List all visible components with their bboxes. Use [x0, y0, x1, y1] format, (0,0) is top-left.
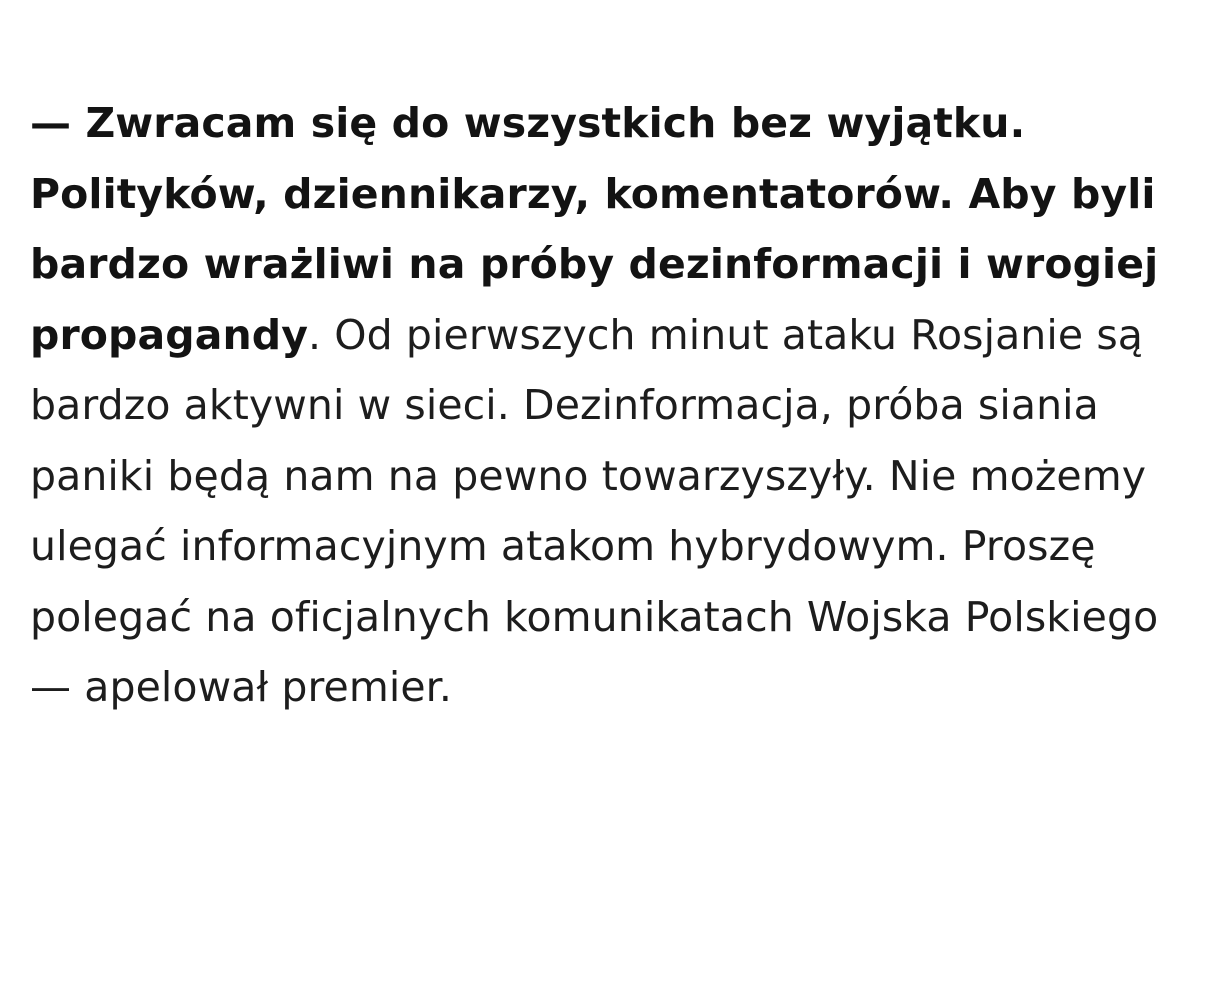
article-paragraph — [30, 88, 1172, 723]
quote-lead-bold: — Zwracam się do wszystkich bez wyjątku. Polityków, dziennikarzy, komentatorów. Aby byli bardzo wrażliwi na próby dezinformacji i wrogiej propagandy — [30, 99, 1159, 359]
quote-body-text: . Od pierwszych minut ataku Rosjanie są bardzo aktywni w sieci. Dezinformacja, próba siania paniki będą nam na pewno towarzyszyły. Nie możemy ulegać informacyjnym atakom hybrydowym. Proszę polegać na oficjalnych komunikatach Wojska Polskiego — apelował premier. — [30, 310, 1159, 712]
